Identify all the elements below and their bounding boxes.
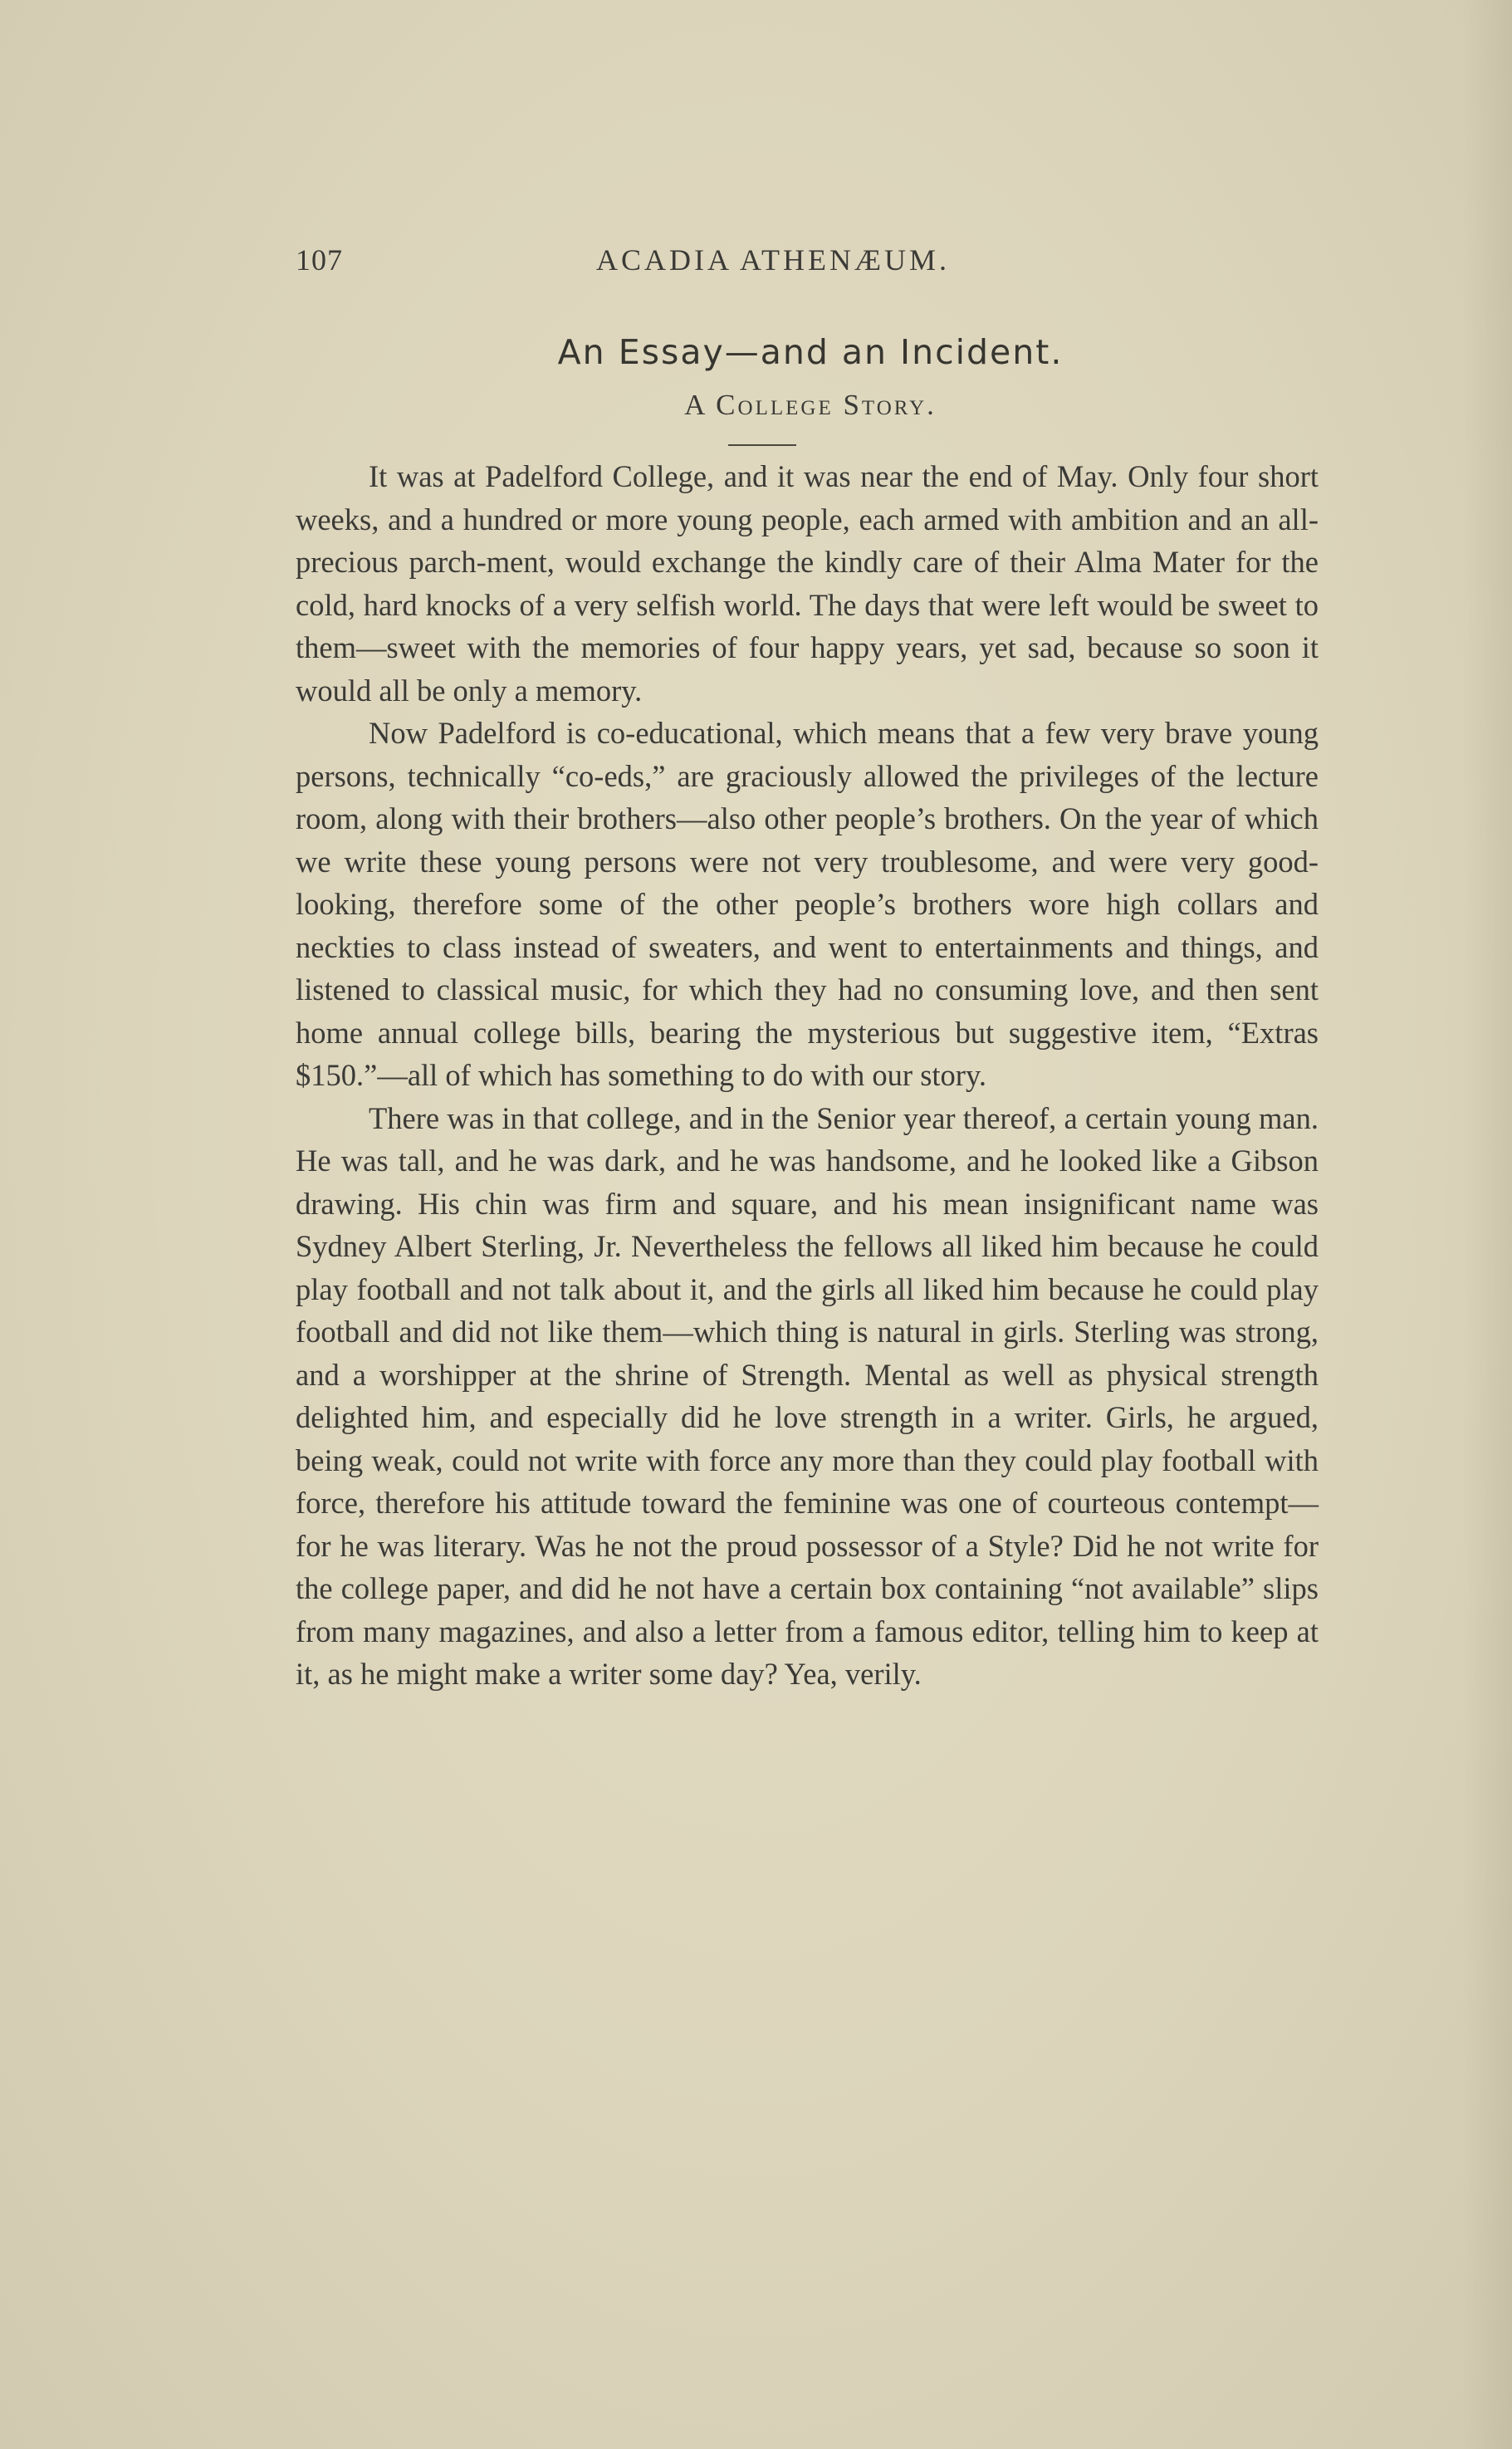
page-number: 107 [296, 243, 343, 277]
paragraph-2: Now Padelford is co-educational, which means that a few very brave young persons, technically “co-eds,” are graciously allowed the privileges of the lecture room, along with their brothers—also other people’s brothers. On the year of which we write these young persons were not very troublesome, and were very good-looking, therefore some of the other people’s brothers wore high collars and neckties to class instead of sweaters, and went to entertainments and things, and listened to classical music, for which they had no consuming love, and then sent home annual college bills, bearing the mysterious but suggestive item, “Extras $150.”—all of which has something to do with our story. [296, 716, 1319, 1092]
page-edge-shadow [1462, 0, 1512, 2449]
running-head: ACADIA ATHENÆUM. [596, 243, 951, 277]
paragraph-1: It was at Padelford College, and it was near the end of May. Only four short weeks, and a hundred or more young people, each armed with ambition and an all-precious parch-ment, would exchange the kindly care of their Alma Mater for the cold, hard knocks of a very selfish world. The days that were left would be sweet to them—sweet with the memories of four happy years, yet sad, because so soon it would all be only a memory. [296, 459, 1319, 708]
article-subtitle: A College Story. [684, 389, 937, 421]
title-divider [728, 444, 796, 446]
article-body [296, 455, 1319, 1696]
paragraph-3: There was in that college, and in the Senior year thereof, a certain young man. He was tall, and he was dark, and he was handsome, and he looked like a Gibson drawing. His chin was firm and square, and his mean insignificant name was Sydney Albert Sterling, Jr. Nevertheless the fellows all liked him because he could play football and not talk about it, and the girls all liked him because he could play football and did not like them—which thing is natural in girls. Sterling was strong, and a worshipper at the shrine of Strength. Mental as well as physical strength delighted him, and especially did he love strength in a writer. Girls, he argued, being weak, could not write with force any more than they could play football with force, therefore his attitude toward the feminine was one of courteous contempt—for he was literary. Was he not the proud possessor of a Style? Did he not write for the college paper, and did he not have a certain box containing “not available” slips from many magazines, and also a letter from a famous editor, telling him to keep at it, as he might make a writer some day? Yea, verily. [296, 1100, 1319, 1691]
page-header [296, 242, 1325, 284]
article-title: An Essay—and an Incident. [557, 332, 1064, 372]
